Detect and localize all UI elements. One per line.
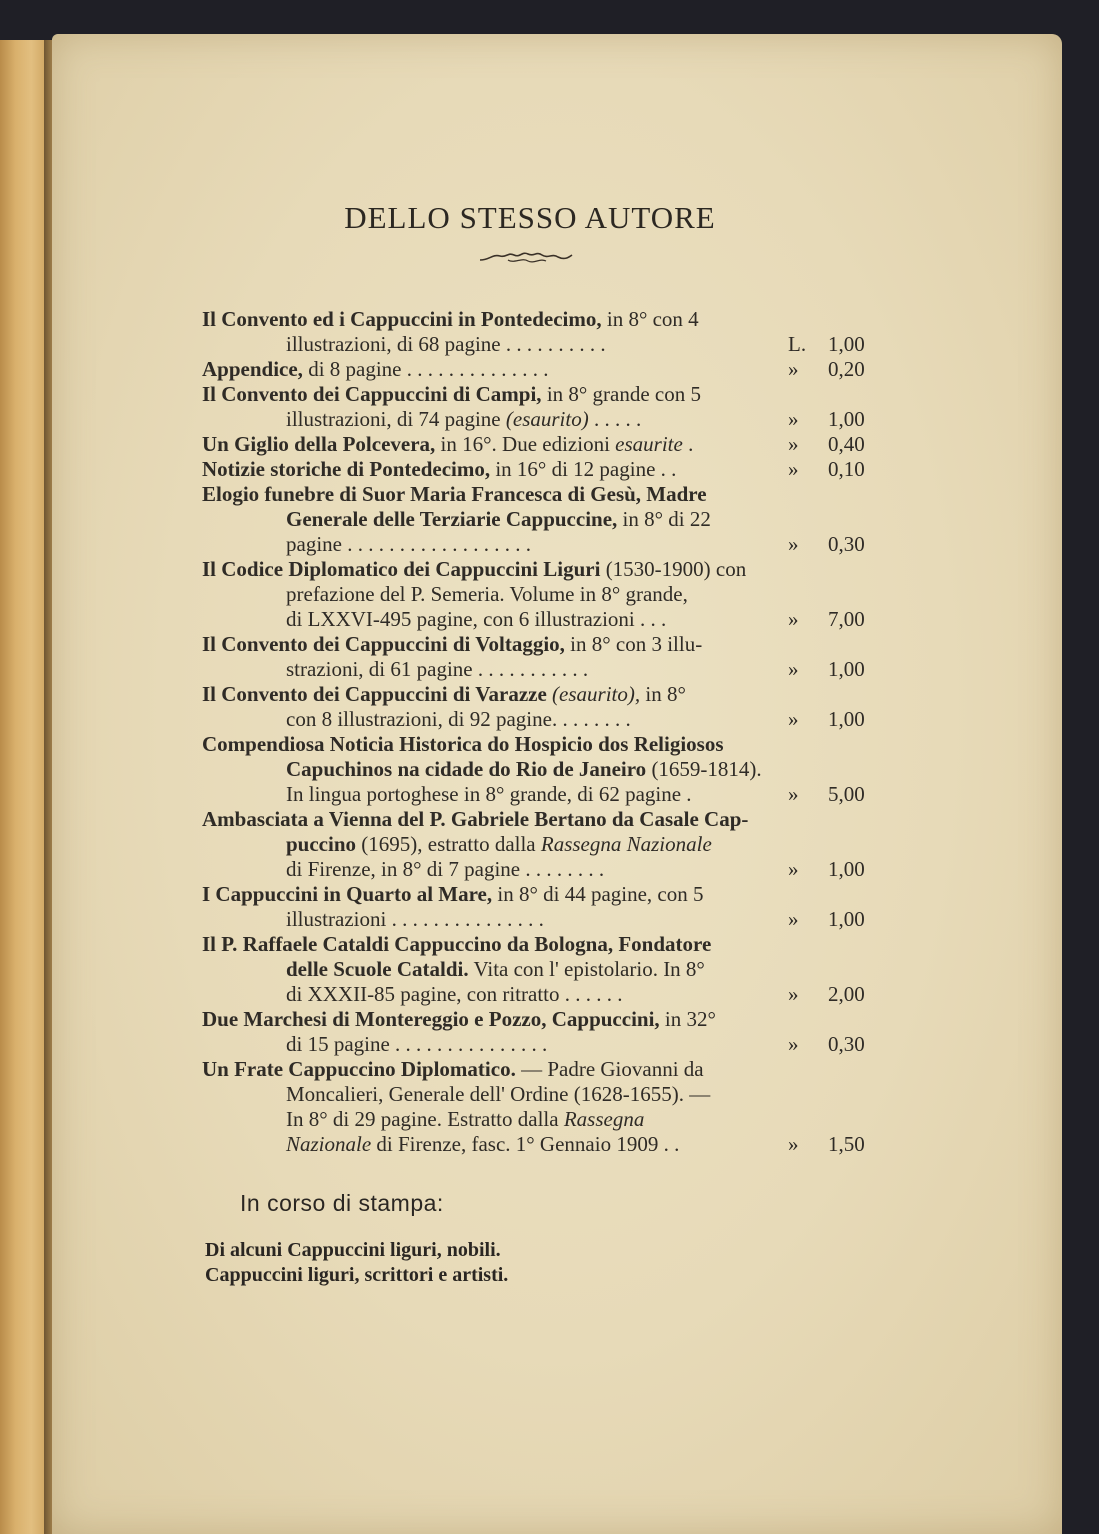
price xyxy=(788,907,864,932)
price-mark: » xyxy=(788,782,799,806)
publication-title: Un Giglio della Polcevera, xyxy=(202,432,436,456)
price-mark: » xyxy=(788,407,799,431)
entry-line xyxy=(202,482,864,507)
publication-title: Un Frate Cappuccino Diplomatico. xyxy=(202,1057,516,1081)
price xyxy=(788,332,864,357)
publication-entry xyxy=(202,1007,864,1057)
price xyxy=(788,707,864,732)
price xyxy=(788,432,864,457)
price-mark: » xyxy=(788,1132,799,1156)
entry-text: in 8° grande con 5 xyxy=(541,382,702,406)
publication-list xyxy=(202,307,864,1157)
entry-line xyxy=(202,882,864,907)
entry-line xyxy=(202,582,864,607)
entry-text: (1695), estratto dalla xyxy=(356,832,541,856)
publication-title: Il Codice Diplomatico dei Cappuccini Liguri xyxy=(202,557,601,581)
price xyxy=(788,1132,864,1157)
in-press-list xyxy=(205,1238,508,1288)
publication-title: Notizie storiche di Pontedecimo, xyxy=(202,457,491,481)
price-mark: » xyxy=(788,707,799,731)
price-value: 0,30 xyxy=(828,1032,865,1056)
price xyxy=(788,357,864,382)
price-value: 1,00 xyxy=(828,907,865,931)
entry-line xyxy=(202,1132,864,1157)
entry-text: di XXXII-85 pagine, con ritratto . . . . . . xyxy=(286,982,623,1006)
publication-entry xyxy=(202,457,864,482)
entry-line xyxy=(202,1057,864,1082)
price-value: 1,50 xyxy=(828,1132,865,1156)
price-mark: » xyxy=(788,432,799,456)
entry-text: (1530-1900) con xyxy=(600,557,747,581)
publication-entry xyxy=(202,432,864,457)
price-mark: » xyxy=(788,457,799,481)
entry-text: Moncalieri, Generale dell' Ordine (1628-1655). — xyxy=(286,1082,711,1106)
entry-text: strazioni, di 61 pagine . . . . . . . . . . . xyxy=(286,657,589,681)
entry-text: . . . . . xyxy=(588,407,642,431)
entry-line xyxy=(202,1082,864,1107)
entry-line xyxy=(202,607,864,632)
price-mark: » xyxy=(788,357,799,381)
entry-line xyxy=(202,707,864,732)
price-value: 1,00 xyxy=(828,407,865,431)
italic-note: (esaurito) xyxy=(505,407,589,431)
publication-title: Il Convento dei Cappuccini di Varazze xyxy=(202,682,547,706)
entry-line xyxy=(202,382,864,407)
entry-line xyxy=(202,532,864,557)
entry-text: prefazione del P. Semeria. Volume in 8° grande, xyxy=(286,582,688,606)
publication-entry xyxy=(202,307,864,357)
price-mark: » xyxy=(788,657,799,681)
price xyxy=(788,532,864,557)
price-value: 7,00 xyxy=(828,607,865,631)
entry-text: (1659-1814). xyxy=(646,757,762,781)
entry-text: di LXXVI-495 pagine, con 6 illustrazioni . . . xyxy=(286,607,667,631)
price-mark: L. xyxy=(788,332,807,356)
entry-line xyxy=(202,457,864,482)
publication-entry xyxy=(202,632,864,682)
publication-title: Il P. Raffaele Cataldi Cappuccino da Bologna, Fondatore xyxy=(202,932,712,956)
entry-line xyxy=(202,807,864,832)
entry-line xyxy=(202,757,864,782)
page-title: DELLO STESSO AUTORE xyxy=(344,200,716,235)
entry-line xyxy=(202,982,864,1007)
entry-text: di Firenze, fasc. 1° Gennaio 1909 . . xyxy=(371,1132,680,1156)
publication-title: Compendiosa Noticia Historica do Hospicio dos Religiosos xyxy=(202,732,724,756)
italic-note: esaurite xyxy=(615,432,683,456)
price xyxy=(788,607,864,632)
entry-line xyxy=(202,832,864,857)
entry-text: In lingua portoghese in 8° grande, di 62 pagine . xyxy=(286,782,692,806)
publication-entry xyxy=(202,882,864,932)
entry-text: Vita con l' epistolario. In 8° xyxy=(468,957,705,981)
entry-text: in 8° con 4 xyxy=(601,307,699,331)
entry-line xyxy=(202,332,864,357)
publication-title: Il Convento dei Cappuccini di Campi, xyxy=(202,382,542,406)
entry-text: pagine . . . . . . . . . . . . . . . . . . xyxy=(286,532,531,556)
publication-title: Il Convento dei Cappuccini di Voltaggio, xyxy=(202,632,565,656)
italic-note: Nazionale xyxy=(286,1132,372,1156)
entry-text: illustrazioni . . . . . . . . . . . . . . . xyxy=(286,907,544,931)
price-mark: » xyxy=(788,1032,799,1056)
price-value: 2,00 xyxy=(828,982,865,1006)
entry-line xyxy=(202,1107,864,1132)
decorative-flourish-icon xyxy=(478,248,574,268)
entry-line xyxy=(202,1032,864,1057)
entry-text: illustrazioni, di 68 pagine . . . . . . . . . . xyxy=(286,332,606,356)
entry-line xyxy=(202,657,864,682)
entry-line xyxy=(202,682,864,707)
price-value: 0,40 xyxy=(828,432,865,456)
price-value: 1,00 xyxy=(828,332,865,356)
entry-line xyxy=(202,932,864,957)
entry-text: in 8° di 44 pagine, con 5 xyxy=(492,882,704,906)
entry-text: illustrazioni, di 74 pagine xyxy=(286,407,506,431)
publication-entry xyxy=(202,482,864,557)
publication-title: puccino xyxy=(286,832,357,856)
italic-note: Rassegna xyxy=(563,1107,645,1131)
entry-text: di 15 pagine . . . . . . . . . . . . . . . xyxy=(286,1032,548,1056)
in-press-item: Di alcuni Cappuccini liguri, nobili. xyxy=(205,1239,501,1261)
entry-line xyxy=(202,957,864,982)
entry-text: — Padre Giovanni da xyxy=(515,1057,704,1081)
entry-line xyxy=(202,1007,864,1032)
entry-line xyxy=(202,907,864,932)
entry-text: in 8° con 3 illu- xyxy=(564,632,703,656)
price xyxy=(788,457,864,482)
price xyxy=(788,982,864,1007)
price-value: 0,20 xyxy=(828,357,865,381)
entry-text: con 8 illustrazioni, di 92 pagine. . . . . . . . xyxy=(286,707,631,731)
italic-note: Rassegna Nazionale xyxy=(540,832,712,856)
price xyxy=(788,657,864,682)
entry-line xyxy=(202,632,864,657)
price-value: 0,30 xyxy=(828,532,865,556)
italic-note: (esaurito), xyxy=(552,682,641,706)
entry-line xyxy=(202,507,864,532)
entry-text: di Firenze, in 8° di 7 pagine . . . . . . . . xyxy=(286,857,605,881)
entry-line xyxy=(202,857,864,882)
price-mark: » xyxy=(788,532,799,556)
entry-line xyxy=(202,357,864,382)
publication-title: Due Marchesi di Montereggio e Pozzo, Cappuccini, xyxy=(202,1007,660,1031)
publication-title: Elogio funebre di Suor Maria Francesca di Gesù, Madre xyxy=(202,482,707,506)
entry-text: in 8° di 22 xyxy=(617,507,711,531)
publication-title: Appendice, xyxy=(202,357,303,381)
publication-entry xyxy=(202,732,864,807)
publication-title: Capuchinos na cidade do Rio de Janeiro xyxy=(286,757,647,781)
publication-title: delle Scuole Cataldi. xyxy=(286,957,469,981)
publication-title: I Cappuccini in Quarto al Mare, xyxy=(202,882,493,906)
publication-title: Generale delle Terziarie Cappuccine, xyxy=(286,507,618,531)
price-mark: » xyxy=(788,857,799,881)
price-value: 5,00 xyxy=(828,782,865,806)
entry-text: di 8 pagine . . . . . . . . . . . . . . xyxy=(302,357,549,381)
publication-title: Il Convento ed i Cappuccini in Pontedecimo, xyxy=(202,307,602,331)
entry-line xyxy=(202,307,864,332)
price-value: 1,00 xyxy=(828,657,865,681)
entry-text: In 8° di 29 pagine. Estratto dalla xyxy=(286,1107,564,1131)
entry-line xyxy=(202,432,864,457)
entry-text: in 32° xyxy=(659,1007,716,1031)
price xyxy=(788,857,864,882)
in-press-heading: In corso di stampa: xyxy=(240,1190,444,1216)
price-value: 1,00 xyxy=(828,707,865,731)
publication-entry xyxy=(202,382,864,432)
publication-entry xyxy=(202,357,864,382)
price-value: 1,00 xyxy=(828,857,865,881)
price-mark: » xyxy=(788,607,799,631)
publication-entry xyxy=(202,932,864,1007)
publication-entry xyxy=(202,682,864,732)
price-mark: » xyxy=(788,907,799,931)
publication-title: Ambasciata a Vienna del P. Gabriele Bertano da Casale Cap- xyxy=(202,807,749,831)
entry-line xyxy=(202,782,864,807)
entry-text: in 16°. Due edizioni xyxy=(435,432,616,456)
entry-line xyxy=(202,557,864,582)
price xyxy=(788,1032,864,1057)
entry-text: in 8° xyxy=(640,682,686,706)
entry-line xyxy=(202,732,864,757)
price-mark: » xyxy=(788,982,799,1006)
entry-text: . xyxy=(682,432,694,456)
publication-entry xyxy=(202,557,864,632)
price xyxy=(788,782,864,807)
publication-entry xyxy=(202,807,864,882)
price-value: 0,10 xyxy=(828,457,865,481)
price xyxy=(788,407,864,432)
in-press-item: Cappuccini liguri, scrittori e artisti. xyxy=(205,1264,509,1286)
publication-entry xyxy=(202,1057,864,1157)
entry-line xyxy=(202,407,864,432)
entry-text: in 16° di 12 pagine . . xyxy=(490,457,677,481)
